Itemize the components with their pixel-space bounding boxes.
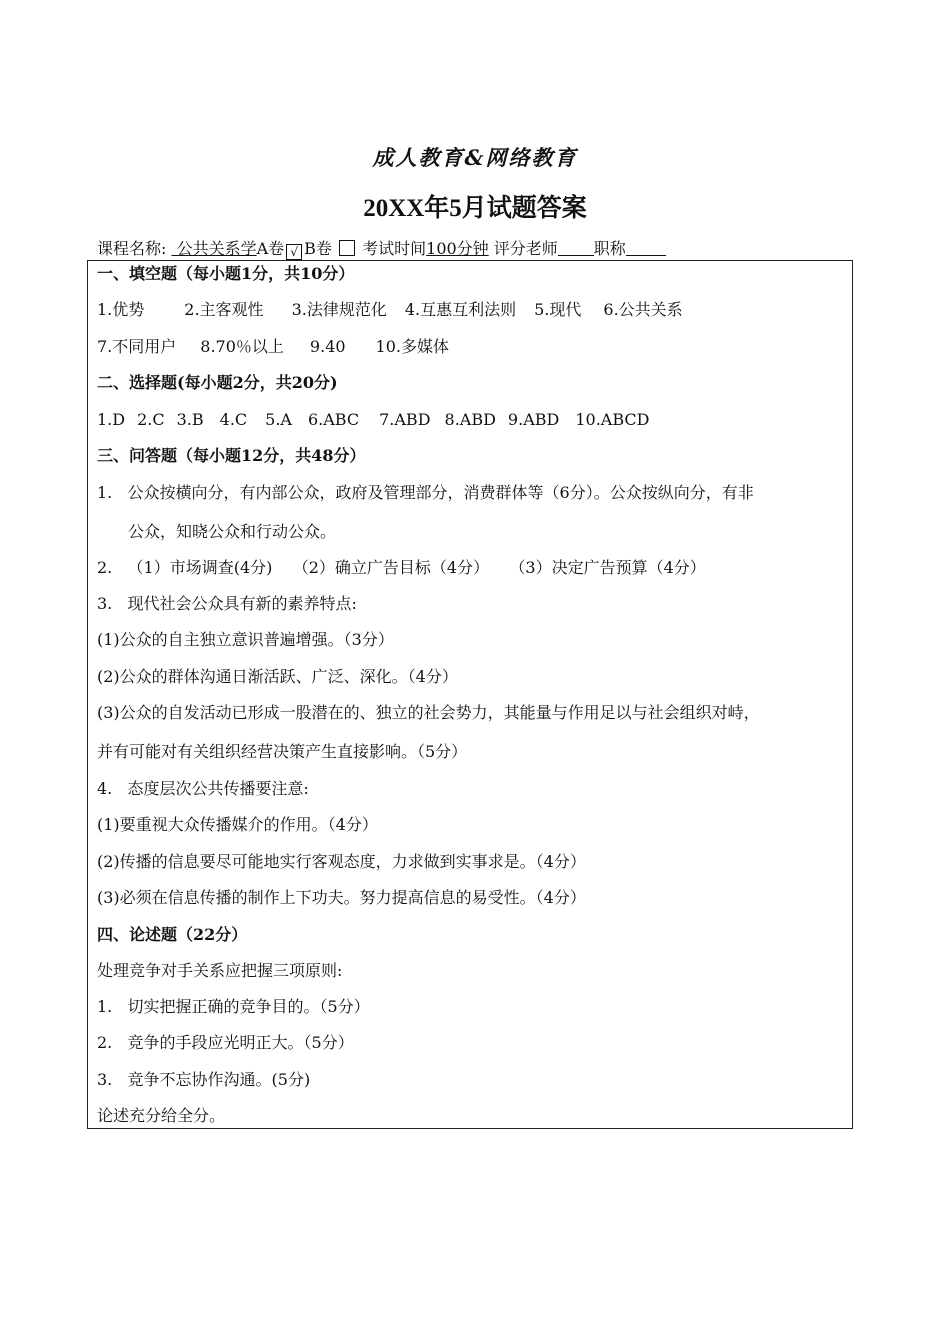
answer-item: 8.ABD [444, 410, 496, 429]
grader-blank [558, 241, 594, 256]
answer-item: 3.B [176, 410, 204, 429]
answer-item: 9.40 [309, 337, 346, 356]
essay-point-2: 2. 竞争的手段应光明正大。（5分） [97, 1033, 354, 1052]
q3-point-3-line-2: 并有可能对有关组织经营决策产生直接影响。（5分） [97, 742, 468, 761]
paper-a-label: A卷 [256, 239, 285, 258]
answer-item: 9.ABD [507, 410, 560, 429]
q4-point-1: (1)要重视大众传播媒介的作用。（4分） [97, 815, 378, 834]
paper-a-checkbox[interactable]: √ [286, 244, 302, 260]
q3-point-3-line-1: (3)公众的自发活动已形成一股潜在的、独立的社会势力，其能量与作用足以与社会组织对峙， [97, 703, 760, 722]
answer-item: 6.ABC [307, 410, 360, 429]
answer-item: 5.A [265, 410, 292, 429]
section-2-heading: 二、选择题(每小题2分，共20分) [97, 373, 338, 392]
section-2-row-1 [97, 410, 649, 430]
section-1-heading: 一、填空题（每小题1分，共10分） [97, 264, 355, 283]
essay-conclusion: 论述充分给全分。 [97, 1106, 226, 1125]
rank-blank [626, 241, 666, 256]
paper-b-label: B卷 [304, 239, 332, 258]
section-4-heading: 四、论述题（22分） [97, 925, 248, 944]
q4-point-2: (2)传播的信息要尽可能地实行客观态度，力求做到实事求是。（4分） [97, 852, 586, 871]
answer-item: 4.C [219, 410, 248, 429]
answer-item: 10.多媒体 [375, 337, 449, 356]
q1-line-2: 公众，知晓公众和行动公众。 [128, 522, 337, 541]
q4-line: 4. 态度层次公共传播要注意: [97, 779, 309, 798]
essay-point-3: 3. 竞争不忘协作沟通。(5分) [97, 1070, 311, 1089]
course-label: 课程名称: [97, 239, 167, 258]
time-label: 考试时间 [362, 239, 427, 258]
answer-item: 1.优势 [97, 300, 145, 319]
paper-b-checkbox[interactable] [339, 240, 355, 256]
essay-point-1: 1. 切实把握正确的竞争目的。（5分） [97, 997, 370, 1016]
answer-item: 4.互惠互利法则 [404, 300, 517, 319]
answer-item: 2.主客观性 [184, 300, 264, 319]
answer-item: 8.70％以上 [200, 337, 284, 356]
answer-item: 3.法律规范化 [291, 300, 387, 319]
essay-intro: 处理竞争对手关系应把握三项原则: [97, 961, 343, 980]
q2-line: 2. （1）市场调查(4分) （2）确立广告目标（4分） （3）决定广告预算（4分） [97, 558, 706, 577]
answer-item: 10.ABCD [575, 410, 650, 429]
page-title: 20XX年5月试题答案 [363, 195, 587, 222]
grader-label: 评分老师 [493, 239, 558, 258]
answer-item: 7.ABD [379, 410, 431, 429]
q1-line-1: 1. 公众按横向分，有内部公众，政府及管理部分，消费群体等（6分）。公众按纵向分，有非 [97, 483, 754, 502]
answer-item: 6.公共关系 [603, 300, 683, 319]
rank-label: 职称 [593, 239, 626, 258]
answer-item: 5.现代 [534, 300, 582, 319]
section-1-row-2 [97, 337, 449, 357]
q4-point-3: (3)必须在信息传播的制作上下功夫。努力提高信息的易受性。（4分） [97, 888, 586, 907]
answer-item: 1.D [97, 410, 126, 429]
q3-line: 3. 现代社会公众具有新的素养特点: [97, 594, 357, 613]
answer-item: 2.C [137, 410, 165, 429]
answer-item: 7.不同用户 [97, 337, 177, 356]
section-1-row-1 [97, 300, 683, 320]
time-value: 100分钟 [426, 239, 489, 258]
org-header: 成人教育&网络教育 [372, 145, 578, 170]
section-3-heading: 三、问答题（每小题12分，共48分） [97, 446, 366, 465]
course-name: 公共关系学 [176, 239, 257, 258]
q3-point-1: (1)公众的自主独立意识普遍增强。（3分） [97, 630, 394, 649]
exam-meta-line [97, 236, 666, 260]
q3-point-2: (2)公众的群体沟通日渐活跃、广泛、深化。（4分） [97, 667, 458, 686]
